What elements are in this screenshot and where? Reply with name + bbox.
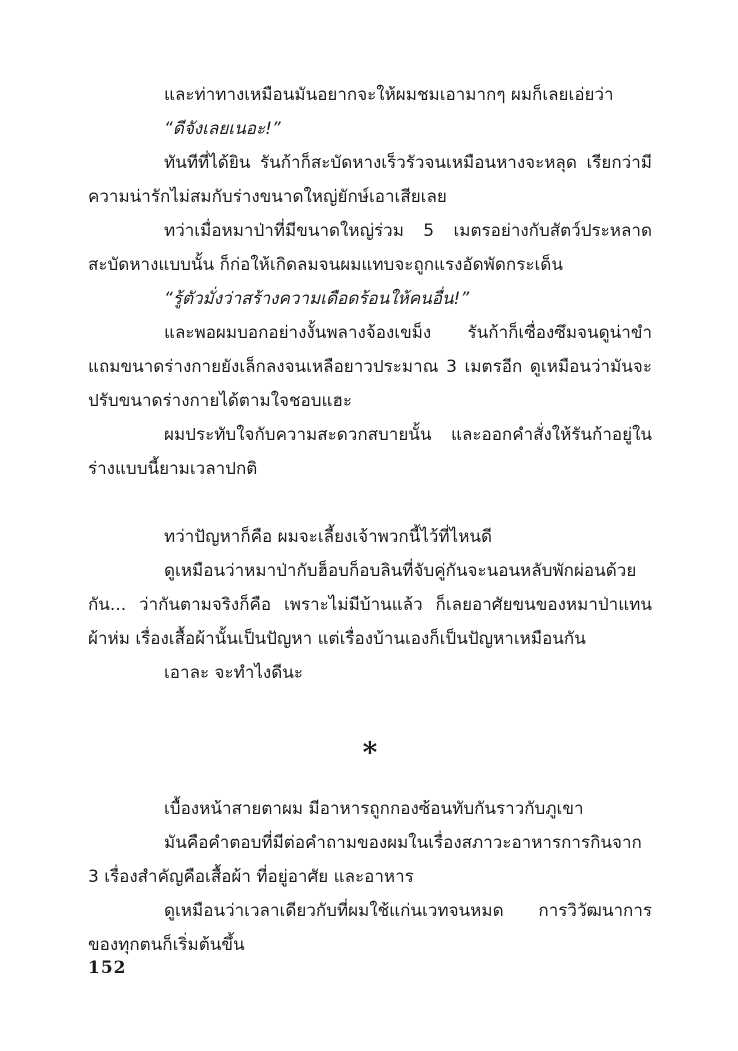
paragraph-5: ผมประทับใจกับความสะดวกสบายนั้น และออกคำสั่งให้รันก้าอยู่ในร่างแบบนี้ยามเวลาปกติ [88, 425, 652, 479]
paragraph-7: ดูเหมือนว่าหมาป่ากับฮ็อบก็อบลินที่จับคู่กันจะนอนหลับพักผ่อนด้วยกัน... ว่ากันตามจริงก็คือ เพราะไม่มีบ้านแล้ว ก็เลยอาศัยขนของหมาป่าแทนผ้าห่ม เรื่องเสื้อผ้านั้นเป็นปัญหา แต่เรื่องบ้านเองก็เป็นปัญหาเหมือนกัน [88, 561, 652, 649]
paragraph-9: เบื้องหน้าสายตาผม มีอาหารถูกกองซ้อนทับกันราวกับภูเขา [164, 799, 584, 819]
paragraph-6: ทว่าปัญหาก็คือ ผมจะเลี้ยงเจ้าพวกนี้ไว้ที่ไหนดี [164, 527, 493, 547]
paragraph-10: มันคือคำตอบที่มีต่อคำถามของผมในเรื่องสภาวะอาหารการกินจาก 3 เรื่องสำคัญคือเสื้อผ้า ที่อยู่อาศัย และอาหาร [88, 833, 642, 887]
paragraph-4: และพอผมบอกอย่างงั้นพลางจ้องเขม็ง รันก้าก็เซื่องซึมจนดูน่าขำ แถมขนาดร่างกายยังเล็กลงจนเหลือยาวประมาณ 3 เมตรอีก ดูเหมือนว่ามันจะปรับขนาดร่างกายได้ตามใจชอบแฮะ [88, 323, 652, 411]
dialogue-1: “ดีจังเลยเนอะ!” [164, 119, 281, 139]
blank-line [88, 690, 652, 724]
paragraph-1: และท่าทางเหมือนมันอยากจะให้ผมชมเอามากๆ ผมก็เลยเอ่ยว่า [164, 85, 614, 105]
paragraph-3: ทว่าเมื่อหมาป่าที่มีขนาดใหญ่ร่วม 5 เมตรอย่างกับสัตว์ประหลาดสะบัดหางแบบนั้น ก็ก่อให้เกิดลมจนผมแทบจะถูกแรงอัดพัดกระเด็น [88, 221, 652, 275]
dialogue-2: “รู้ตัวมั่งว่าสร้างความเดือดร้อนให้คนอื่น!” [164, 289, 470, 309]
paragraph-11: ดูเหมือนว่าเวลาเดียวกับที่ผมใช้แก่นเวทจนหมด การวิวัฒนาการของทุกตนก็เริ่มต้นขึ้น [88, 901, 652, 955]
blank-line [88, 486, 652, 520]
body-text [88, 78, 652, 962]
paragraph-8: เอาละ จะทำไงดีนะ [164, 663, 304, 683]
page-number: 152 [88, 958, 127, 978]
paragraph-2: ทันทีที่ได้ยิน รันก้าก็สะบัดหางเร็วรัวจนเหมือนหางจะหลุด เรียกว่ามีความน่ารักไม่สมกับร่างขนาดใหญ่ยักษ์เอาเสียเลย [88, 153, 652, 207]
scene-separator: * [362, 736, 378, 769]
